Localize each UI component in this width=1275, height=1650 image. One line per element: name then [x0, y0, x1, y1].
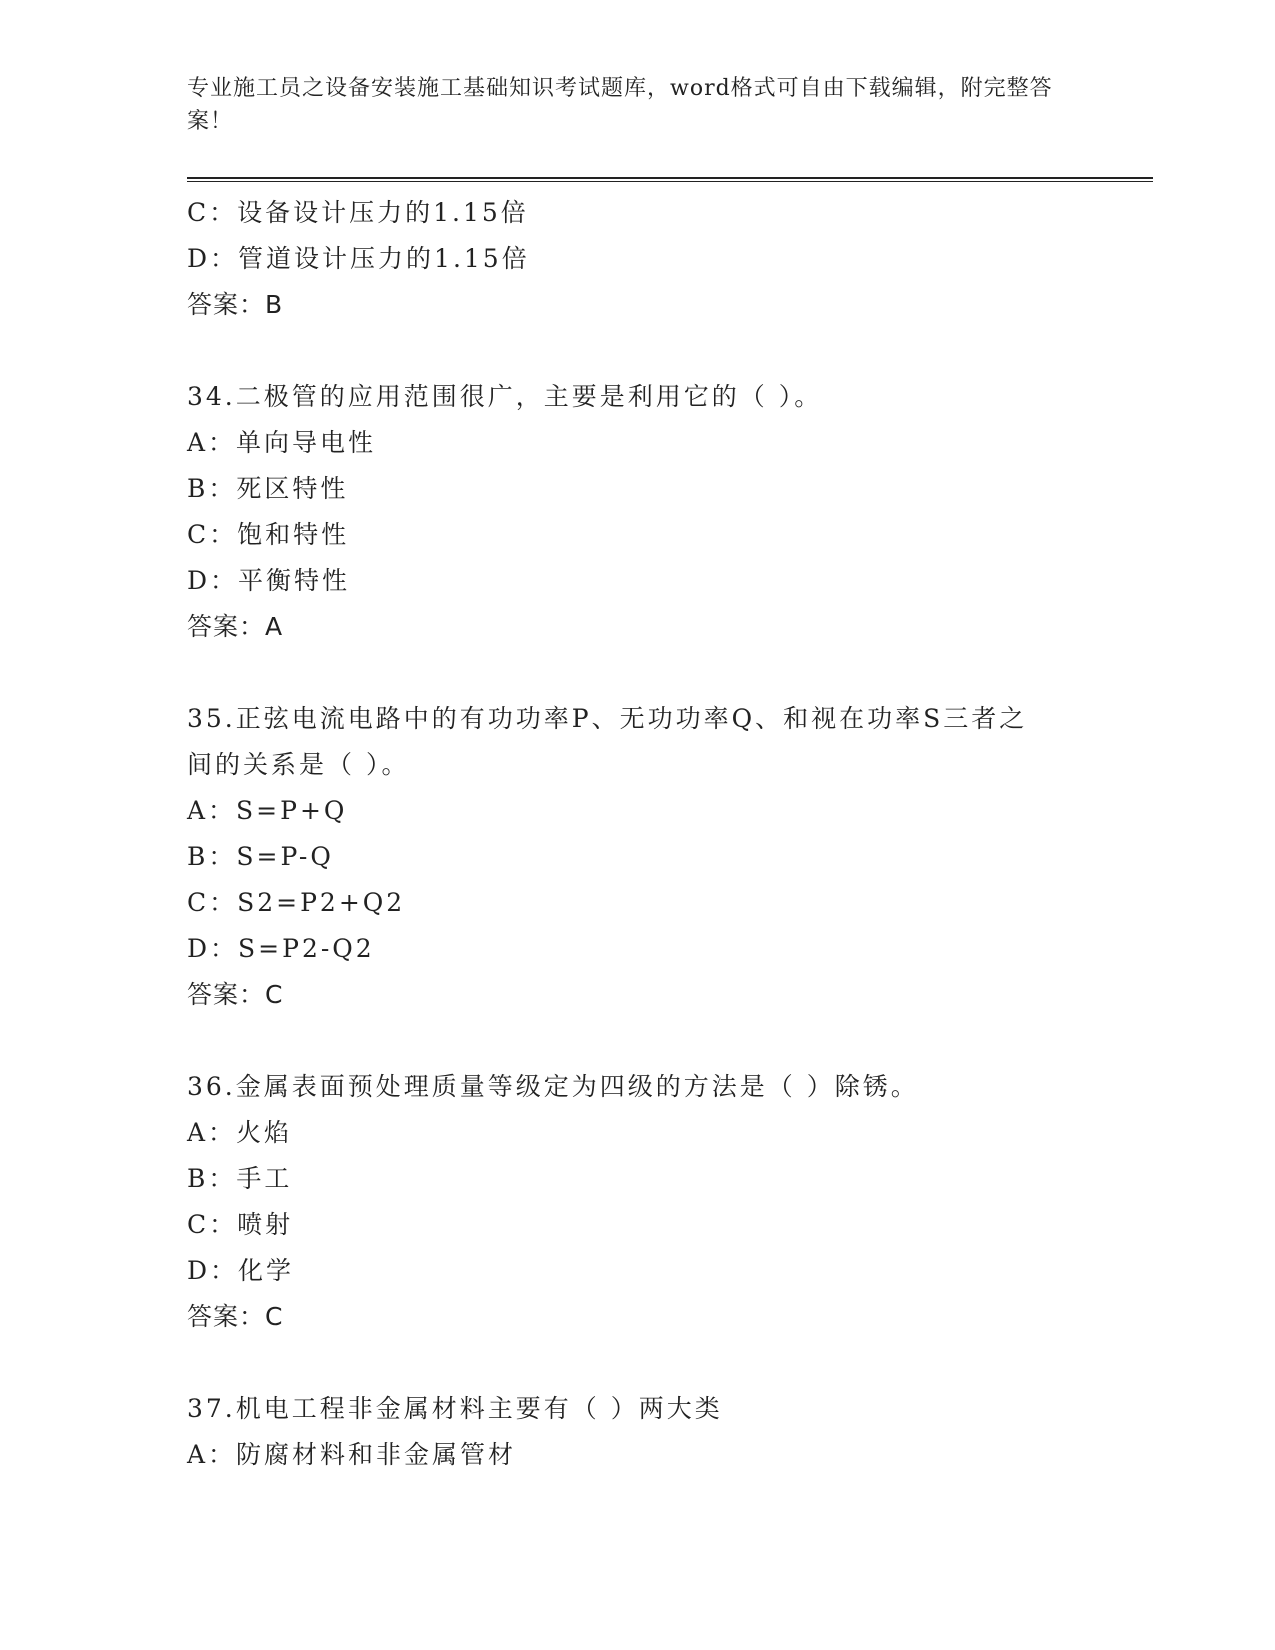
- option-c: C：S2=P2+Q2: [187, 888, 406, 917]
- question-stem-line-1: 35.正弦电流电路中的有功功率P、无功功率Q、和视在功率S三者之: [187, 704, 1028, 733]
- option-b: B：S=P-Q: [187, 842, 334, 871]
- option-c: C：设备设计压力的1.15倍: [187, 198, 529, 227]
- option-d: D：平衡特性: [187, 566, 351, 595]
- option-d: D：化学: [187, 1256, 295, 1285]
- header-divider: [187, 177, 1153, 182]
- answer: 答案：C: [187, 980, 284, 1009]
- question-list: [187, 190, 1087, 1478]
- question-stem: 37.机电工程非金属材料主要有（ ）两大类: [187, 1394, 723, 1423]
- question-34: [187, 374, 1087, 650]
- question-stem: 36.金属表面预处理质量等级定为四级的方法是（ ）除锈。: [187, 1072, 919, 1101]
- option-b: B：死区特性: [187, 474, 349, 503]
- option-c: C：喷射: [187, 1210, 294, 1239]
- option-a: A：防腐材料和非金属管材: [187, 1440, 517, 1469]
- option-a: A：火焰: [187, 1118, 293, 1147]
- question-35: [187, 696, 1087, 1018]
- option-c: C：饱和特性: [187, 520, 350, 549]
- question-stem-line-2: 间的关系是（ ）。: [187, 750, 410, 779]
- answer: 答案：A: [187, 612, 284, 641]
- question-stem: 34.二极管的应用范围很广，主要是利用它的（ ）。: [187, 382, 823, 411]
- question-33-tail: [187, 190, 1087, 328]
- option-d: D：S=P2-Q2: [187, 934, 375, 963]
- document-header: 专业施工员之设备安装施工基础知识考试题库，word格式可自由下载编辑，附完整答案！: [187, 76, 1053, 134]
- answer: 答案：B: [187, 290, 284, 319]
- answer: 答案：C: [187, 1302, 284, 1331]
- option-b: B：手工: [187, 1164, 293, 1193]
- option-a: A：S=P+Q: [187, 796, 348, 825]
- question-36: [187, 1064, 1087, 1340]
- question-37: [187, 1386, 1087, 1478]
- option-d: D：管道设计压力的1.15倍: [187, 244, 530, 273]
- option-a: A：单向导电性: [187, 428, 377, 457]
